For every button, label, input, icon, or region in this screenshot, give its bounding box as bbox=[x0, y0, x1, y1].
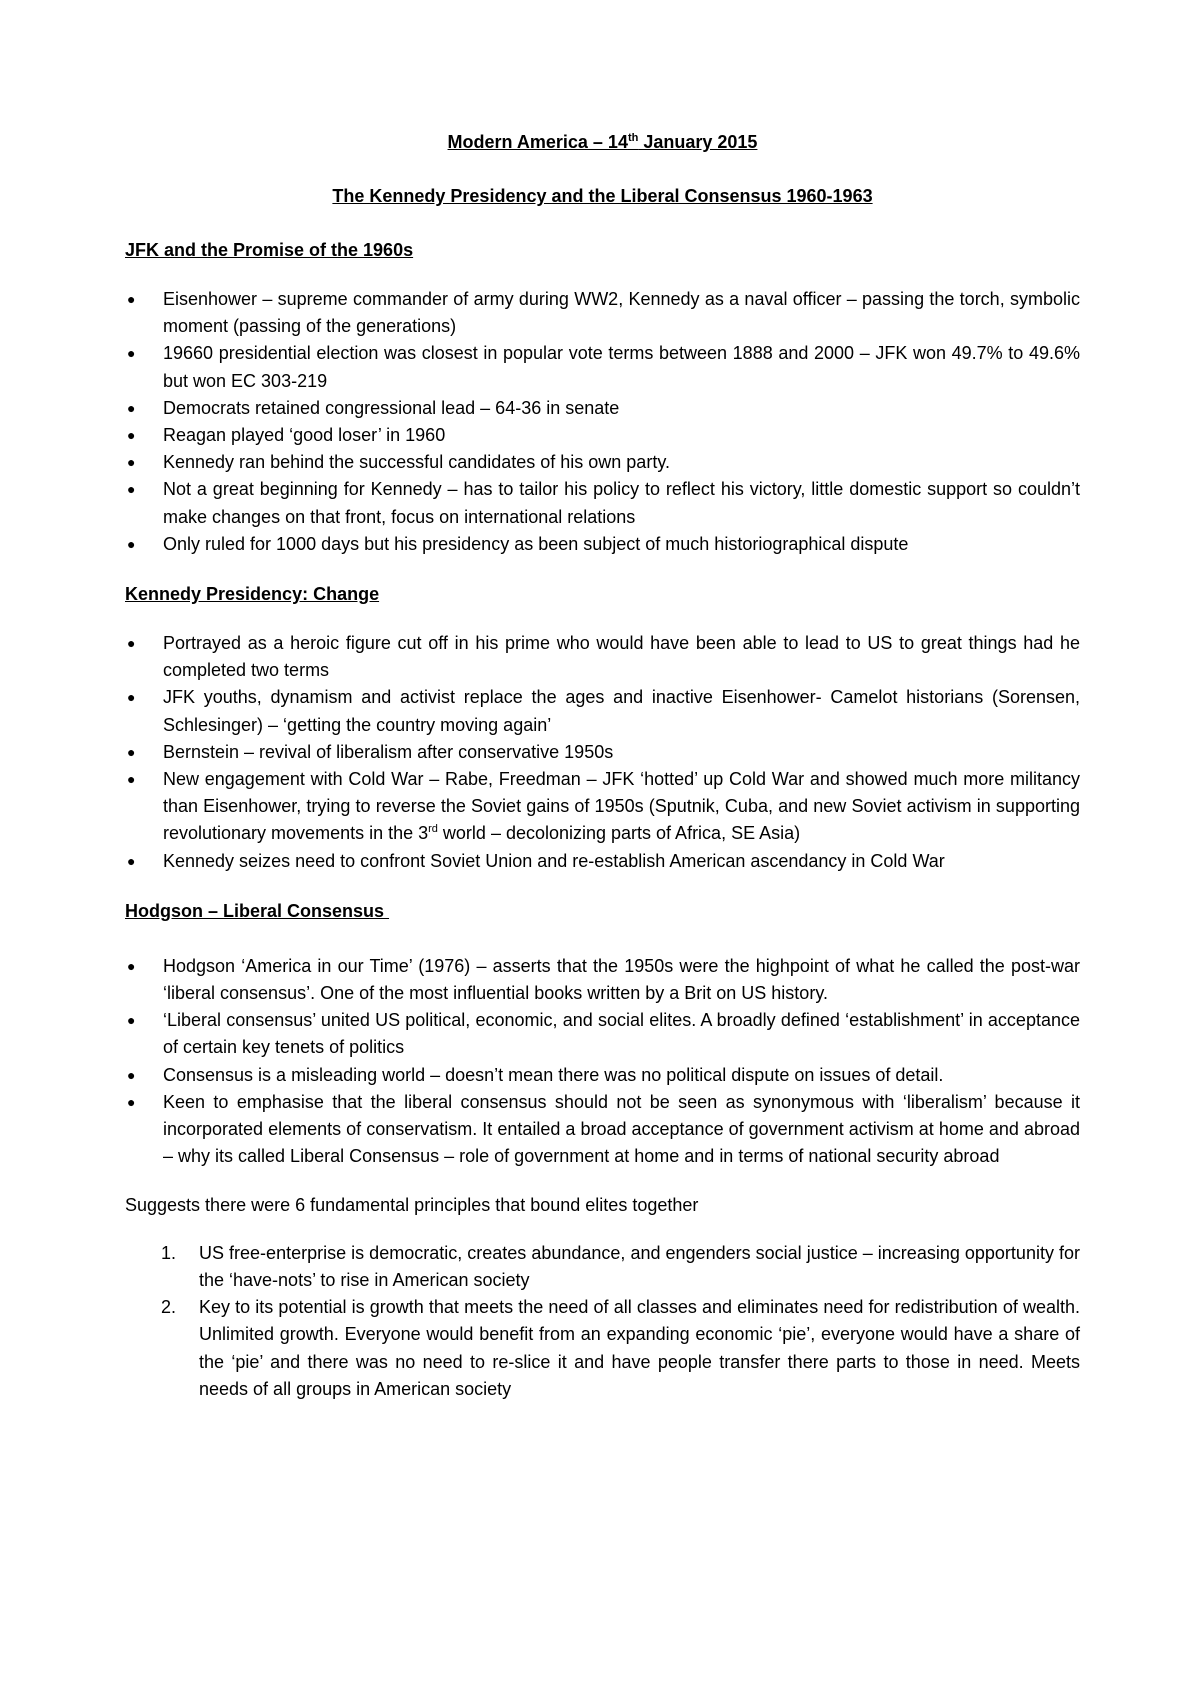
list-item bbox=[125, 1062, 1080, 1089]
principles-intro: Suggests there were 6 fundamental principles that bound elites together bbox=[125, 1195, 699, 1216]
bullet-icon: ● bbox=[127, 1066, 136, 1083]
bullet-icon: ● bbox=[127, 454, 136, 471]
bullet-icon: ● bbox=[127, 771, 136, 788]
list-item bbox=[125, 531, 1080, 558]
list-item-text: Keen to emphasise that the liberal consensus should not be seen as synonymous with ‘liberalism’ because it incorporated elements of conservatism. It entailed a broad acceptance of government activism at home and abroad – why its called Liberal Consensus – role of government at home and in terms of national security abroad bbox=[163, 1091, 1080, 1167]
bullet-icon: ● bbox=[127, 399, 136, 416]
superscript: rd bbox=[428, 823, 438, 836]
list-item bbox=[125, 766, 1080, 848]
spacer bbox=[125, 925, 1080, 953]
list-item-text: Not a great beginning for Kennedy – has to tailor his policy to reflect his victory, little domestic support so couldn’t make changes on that front, focus on international relations bbox=[163, 479, 1080, 527]
list-item-text: New engagement with Cold War – Rabe, Freedman – JFK ‘hotted’ up Cold War and showed much more militancy than Eisenhower, trying to reverse the Soviet gains of 1950s (Sputnik, Cuba, and new Soviet activism in supporting revolutionary movements in the 3 bbox=[163, 769, 1080, 844]
list-item bbox=[125, 395, 1080, 422]
section-heading-kennedy-change: Kennedy Presidency: Change bbox=[125, 584, 380, 605]
bullet-icon: ● bbox=[127, 427, 136, 444]
list-item-text: ‘Liberal consensus’ united US political, economic, and social elites. A broadly defined ‘establishment’ in acceptance of certain key tenets of politics bbox=[163, 1010, 1080, 1058]
list-item-text: Reagan played ‘good loser’ in 1960 bbox=[163, 425, 446, 446]
list-item-text: Portrayed as a heroic figure cut off in his prime who would have been able to lead to US to great things had he completed two terms bbox=[163, 633, 1080, 681]
list-item-text: Kennedy seizes need to confront Soviet Union and re-establish American ascendancy in Cold War bbox=[163, 850, 945, 871]
document-page bbox=[125, 128, 1080, 1403]
bullet-icon: ● bbox=[127, 852, 136, 869]
bullet-icon: ● bbox=[127, 689, 136, 706]
bullet-icon: ● bbox=[127, 481, 136, 498]
bullet-icon: ● bbox=[127, 1093, 136, 1110]
list-item bbox=[161, 1294, 1080, 1403]
bullet-icon: ● bbox=[127, 535, 136, 552]
list-number: 2. bbox=[161, 1297, 177, 1318]
list-item-text: Consensus is a misleading world – doesn’t mean there was no political dispute on issues of detail. bbox=[163, 1064, 944, 1085]
list-item bbox=[125, 1089, 1080, 1171]
list-item bbox=[125, 848, 1080, 875]
bullet-icon: ● bbox=[127, 635, 136, 652]
title-rest: January 2015 bbox=[638, 132, 758, 152]
list-item-text: Bernstein – revival of liberalism after conservative 1950s bbox=[163, 741, 614, 762]
document-subtitle: The Kennedy Presidency and the Liberal Consensus 1960-1963 bbox=[332, 186, 873, 206]
bullet-icon: ● bbox=[127, 957, 136, 974]
bullet-list-kennedy-change bbox=[125, 630, 1080, 875]
bullet-icon: ● bbox=[127, 291, 136, 307]
list-item bbox=[125, 422, 1080, 449]
list-item-text: US free-enterprise is democratic, creates abundance, and engenders social justice – increasing opportunity for the ‘have-nots’ to rise in American society bbox=[199, 1242, 1080, 1290]
list-item-text: Eisenhower – supreme commander of army during WW2, Kennedy as a naval officer – passing the torch, symbolic moment (passing of the generations) bbox=[163, 289, 1080, 337]
bullet-icon: ● bbox=[127, 1012, 136, 1029]
bullet-icon: ● bbox=[127, 345, 136, 362]
title-superscript: th bbox=[627, 132, 639, 144]
bullet-list-jfk-promise bbox=[125, 286, 1080, 558]
bullet-icon: ● bbox=[127, 743, 136, 760]
principles-list bbox=[125, 1240, 1080, 1403]
list-item bbox=[125, 684, 1080, 738]
list-item-text: Democrats retained congressional lead – 64-36 in senate bbox=[163, 397, 620, 418]
list-item-text: Only ruled for 1000 days but his presidency as been subject of much historiographical dispute bbox=[163, 533, 909, 554]
list-item bbox=[161, 1240, 1080, 1294]
list-item bbox=[125, 449, 1080, 476]
list-item bbox=[125, 340, 1080, 394]
list-item-text: Key to its potential is growth that meets the need of all classes and eliminates need for redistribution of wealth. Unlimited growth. Everyone would benefit from an expanding economic ‘pie’, everyone would have a share of the ‘pie’ and there was no need to re-slice it and have people transfer there parts to those in need. Meets needs of all groups in American society bbox=[199, 1297, 1080, 1399]
list-number: 1. bbox=[161, 1242, 177, 1263]
list-item bbox=[125, 286, 1080, 340]
list-item-text: JFK youths, dynamism and activist replace the ages and inactive Eisenhower- Camelot historians (Sorensen, Schlesinger) – ‘getting the country moving again’ bbox=[163, 687, 1080, 735]
list-item bbox=[125, 953, 1080, 1007]
list-item bbox=[125, 739, 1080, 766]
section-heading-hodgson: Hodgson – Liberal Consensus bbox=[125, 900, 390, 921]
section-heading-jfk-promise: JFK and the Promise of the 1960s bbox=[125, 240, 414, 260]
list-item-text: Kennedy ran behind the successful candidates of his own party. bbox=[163, 452, 670, 473]
list-item-text: Hodgson ‘America in our Time’ (1976) – asserts that the 1950s were the highpoint of what he called the post-war ‘liberal consensus’. One of the most influential books written by a Brit on US history. bbox=[163, 955, 1080, 1004]
list-item bbox=[125, 1007, 1080, 1061]
document-title bbox=[125, 128, 1080, 156]
title-main: Modern America – 14 bbox=[447, 132, 628, 152]
list-item-text: 19660 presidential election was closest in popular vote terms between 1888 and 2000 – JFK won 49.7% to 49.6% but won EC 303-219 bbox=[163, 343, 1080, 391]
list-item bbox=[125, 476, 1080, 530]
list-item bbox=[125, 630, 1080, 684]
bullet-list-hodgson bbox=[125, 953, 1080, 1171]
list-item-text-continued: world – decolonizing parts of Africa, SE Asia) bbox=[437, 823, 801, 844]
